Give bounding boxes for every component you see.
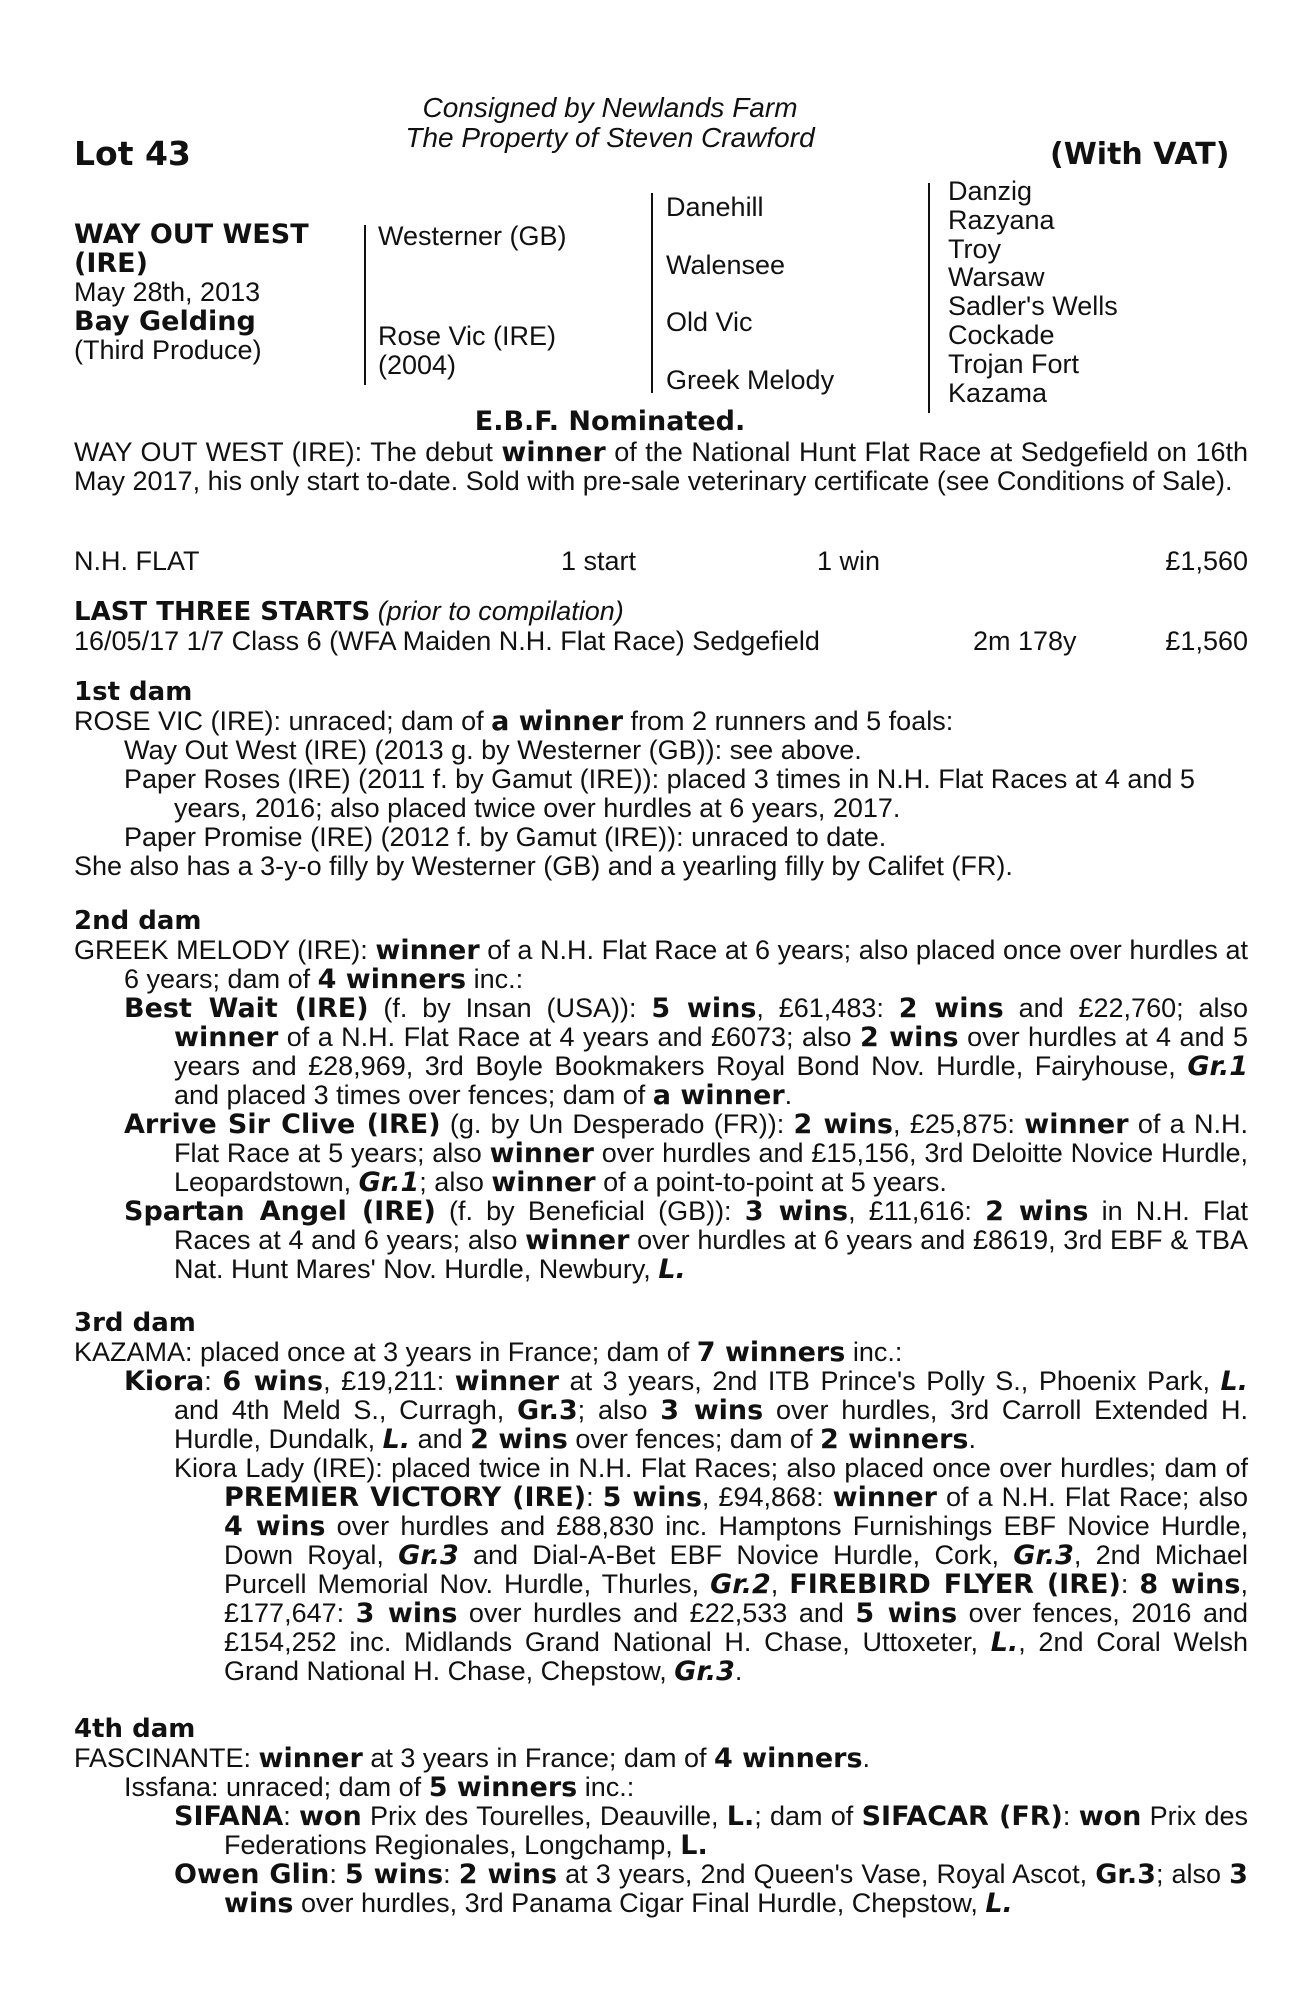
produce-entry: Paper Promise (IRE) (2012 f. by Gamut (IRE)): unraced to date. — [124, 822, 887, 852]
pedigree-great-grandparent: Troy — [948, 233, 1001, 264]
second-dam-section — [74, 907, 1248, 1284]
produce-entry: Owen Glin: 5 wins: 2 wins at 3 years, 2nd Queen's Vase, Royal Ascot, Gr.3; also 3 wins over hurdles, 3rd Panama Cigar Final Hurdle, Chepstow, L. — [174, 1859, 1248, 1919]
third-dam-intro: KAZAMA: placed once at 3 years in France; dam of 7 winners inc.: — [74, 1337, 903, 1368]
lot-number: Lot 43 — [74, 134, 191, 173]
record-earnings: £1,560 — [1165, 546, 1248, 576]
record-starts: 1 start — [561, 546, 637, 576]
last-starts-heading: LAST THREE STARTS (prior to compilation) — [74, 596, 624, 627]
record-label: N.H. FLAT — [74, 546, 200, 576]
pedigree-divider-2 — [651, 193, 653, 393]
pedigree-sire: Westerner (GB) — [378, 221, 567, 251]
vat-label: (With VAT) — [1050, 137, 1230, 172]
fourth-dam-intro: FASCINANTE: winner at 3 years in France; dam of 4 winners. — [74, 1743, 871, 1774]
last-start-race: 16/05/17 1/7 Class 6 (WFA Maiden N.H. Flat Race) Sedgefield — [74, 626, 820, 656]
fourth-dam-heading: 4th dam — [74, 1714, 196, 1744]
pedigree-divider-1 — [364, 225, 366, 385]
pedigree-grandparent: Walensee — [666, 250, 786, 280]
produce-note: (Third Produce) — [74, 335, 262, 365]
horse-name-suffix: (IRE) — [74, 248, 148, 279]
intro-paragraph: WAY OUT WEST (IRE): The debut winner of the National Hunt Flat Race at Sedgefield on 16th May 2017, his only start to-date. Sold with pre-sale veterinary certificate (see Conditions of Sale). — [74, 437, 1249, 496]
produce-entry: Issfana: unraced; dam of 5 winners inc.: — [124, 1772, 635, 1803]
produce-entry: SIFANA: won Prix des Tourelles, Deauville, L.; dam of SIFACAR (FR): won Prix des Federations Regionales, Longchamp, L. — [174, 1801, 1248, 1861]
pedigree-dam — [378, 322, 556, 380]
pedigree-great-grandparent: Trojan Fort — [948, 348, 1080, 379]
third-dam-section — [74, 1309, 1248, 1686]
last-start-prize: £1,560 — [1165, 626, 1248, 656]
foaling-date: May 28th, 2013 — [74, 277, 261, 307]
pedigree-grandparent: Greek Melody — [666, 365, 835, 395]
produce-entry: Way Out West (IRE) (2013 g. by Westerner (GB)): see above. — [124, 735, 862, 765]
pedigree-dam-name: Rose Vic (IRE) — [378, 321, 557, 351]
second-dam-intro: GREEK MELODY (IRE): winner of a N.H. Flat Race at 6 years; also placed once over hurdles at 6 years; dam of 4 winners inc.: — [74, 935, 1248, 995]
produce-entry: Arrive Sir Clive (IRE) (g. by Un Desperado (FR)): 2 wins, £25,875: winner of a N.H. Flat Race at 5 years; also winner over hurdles and £15,156, 3rd Deloitte Novice Hurdle, Leopardstown, Gr.1; also winner of a point-to-point at 5 years. — [124, 1109, 1249, 1198]
ebf-nominated: E.B.F. Nominated. — [474, 406, 746, 437]
produce-entry: Kiora Lady (IRE): placed twice in N.H. Flat Races; also placed once over hurdles; dam of PREMIER VICTORY (IRE): 5 wins, £94,868: winner of a N.H. Flat Race; also 4 wins over hurdles and £88,830 inc. Hamptons Furnishings EBF Novice Hurdle, Down Royal, Gr.3 and Dial-A-Bet EBF Novice Hurdle, Cork, Gr.3, 2nd Michael Purcell Memorial Nov. Hurdle, Thurles, Gr.2, FIREBIRD FLYER (IRE): 8 wins, £177,647: 3 wins over hurdles and £22,533 and 5 wins over fences, 2016 and £154,252 inc. Midlands Grand National H. Chase, Uttoxeter, L., 2nd Coral Welsh Grand National H. Chase, Chepstow, Gr.3. — [174, 1453, 1249, 1687]
produce-entry: Kiora: 6 wins, £19,211: winner at 3 years, 2nd ITB Prince's Polly S., Phoenix Park, L. and 4th Meld S., Curragh, Gr.3; also 3 wins over hurdles, 3rd Carroll Extended H. Hurdle, Dundalk, L. and 2 wins over fences; dam of 2 winners. — [124, 1366, 1249, 1455]
horse-info — [74, 220, 309, 365]
horse-name: WAY OUT WEST — [74, 219, 309, 250]
pedigree-great-grandparent: Razyana — [948, 204, 1055, 235]
record-wins: 1 win — [817, 546, 881, 576]
pedigree-great-grandparent: Danzig — [948, 176, 1033, 206]
first-dam-intro: ROSE VIC (IRE): unraced; dam of a winner from 2 runners and 5 foals: — [74, 706, 954, 737]
consignor-line: Consigned by Newlands Farm — [422, 92, 798, 123]
produce-note: She also has a 3-y-o filly by Westerner (GB) and a yearling filly by Califet (FR). — [74, 851, 1013, 881]
first-dam-heading: 1st dam — [74, 677, 193, 707]
horse-sex: Bay Gelding — [74, 306, 256, 337]
third-dam-heading: 3rd dam — [74, 1308, 196, 1338]
pedigree-grandparent: Danehill — [666, 192, 764, 222]
pedigree-divider-3 — [928, 183, 930, 413]
fourth-dam-section — [74, 1715, 1248, 1918]
produce-entry: Spartan Angel (IRE) (f. by Beneficial (GB)): 3 wins, £11,616: 2 wins in N.H. Flat Races at 4 and 6 years; also winner over hurdles at 6 years and £8619, 3rd EBF & TBA Nat. Hunt Mares' Nov. Hurdle, Newbury, L. — [124, 1196, 1248, 1285]
pedigree-great-grandparent: Warsaw — [948, 262, 1045, 293]
pedigree-great-grandparents — [948, 177, 1118, 407]
pedigree-great-grandparent: Kazama — [948, 377, 1048, 408]
produce-entry: Paper Roses (IRE) (2011 f. by Gamut (IRE)): placed 3 times in N.H. Flat Races at 4 and 5 years, 2016; also placed twice over hurdles at 6 years, 2017. — [124, 764, 1195, 823]
pedigree-grandparent: Old Vic — [666, 307, 753, 337]
first-dam-section — [74, 678, 1248, 881]
property-line: The Property of Steven Crawford — [405, 122, 815, 153]
produce-entry: Best Wait (IRE) (f. by Insan (USA)): 5 wins, £61,483: 2 wins and £22,760; also winner of a N.H. Flat Race at 4 years and £6073; also 2 wins over hurdles at 4 and 5 years and £28,969, 3rd Boyle Bookmakers Royal Bond Nov. Hurdle, Fairyhouse, Gr.1 and placed 3 times over fences; dam of a winner. — [124, 993, 1249, 1111]
second-dam-heading: 2nd dam — [74, 906, 202, 936]
pedigree-dam-year: (2004) — [378, 350, 457, 380]
last-start-distance: 2m 178y — [973, 626, 1077, 656]
pedigree-great-grandparent: Cockade — [948, 319, 1055, 350]
pedigree-great-grandparent: Sadler's Wells — [948, 291, 1118, 322]
